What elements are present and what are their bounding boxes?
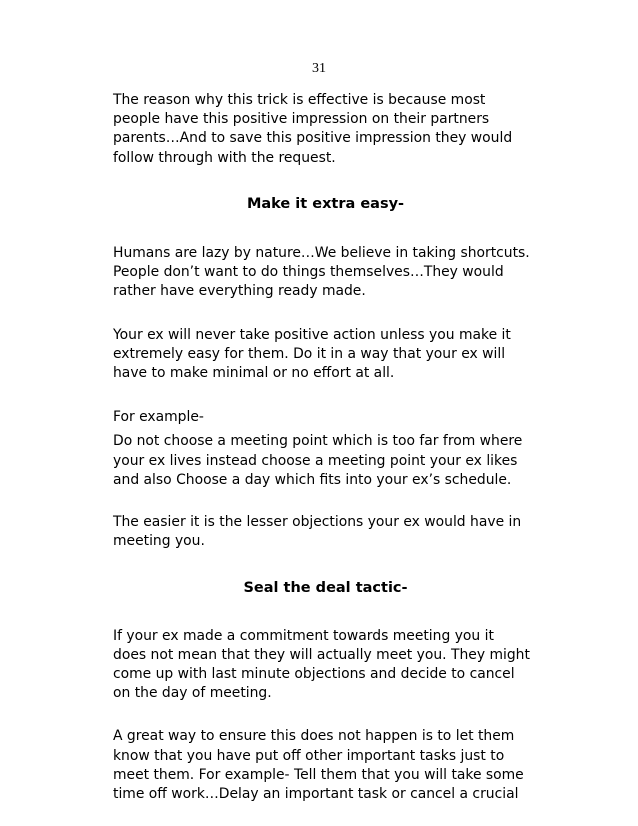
text-line: meeting you. [113,533,205,550]
text-line: your ex lives instead choose a meeting point your ex likes [113,452,518,469]
text-line: If your ex made a commitment towards meeting you it [113,627,494,644]
page-content [113,91,538,804]
paragraph [113,326,538,384]
text-line: people have this positive impression on their partners [113,111,490,128]
paragraph [113,727,538,804]
text-line: and also Choose a day which fits into your ex’s schedule. [113,471,512,488]
text-line: on the day of meeting. [113,685,272,702]
text-line: rather have everything ready made. [113,283,366,300]
section-heading: Make it extra easy- [246,195,405,212]
section-heading: Seal the deal tactic- [243,580,408,597]
text-line: know that you have put off other important tasks just to [113,747,505,764]
text-line: The reason why this trick is effective is because most [113,92,486,108]
paragraph [113,244,538,302]
text-line: The easier it is the lesser objections your ex would have in [113,514,522,531]
text-line: For example- [113,409,204,426]
paragraph [113,513,538,551]
page-number: 31 [312,61,326,76]
paragraph [113,432,538,490]
paragraph [113,91,538,168]
text-line: Do not choose a meeting point which is too far from where [113,433,523,450]
text-line: come up with last minute objections and decide to cancel [113,666,515,683]
text-line: does not mean that they will actually meet you. They might [113,646,530,663]
text-line: parents…And to save this positive impression they would [113,130,513,147]
text-line: have to make minimal or no effort at all. [113,365,395,382]
text-line: time off work…Delay an important task or cancel a crucial [113,786,519,803]
paragraph [113,408,538,427]
text-line: People don’t want to do things themselves…They would [113,264,504,281]
text-line: Humans are lazy by nature…We believe in taking shortcuts. [113,245,530,262]
text-line: extremely easy for them. Do it in a way that your ex will [113,345,506,362]
text-line: follow through with the request. [113,149,336,166]
paragraph [113,627,538,704]
text-line: meet them. For example- Tell them that you will take some [113,766,524,783]
text-line: Your ex will never take positive action unless you make it [113,326,511,343]
text-line: A great way to ensure this does not happen is to let them [113,728,515,745]
